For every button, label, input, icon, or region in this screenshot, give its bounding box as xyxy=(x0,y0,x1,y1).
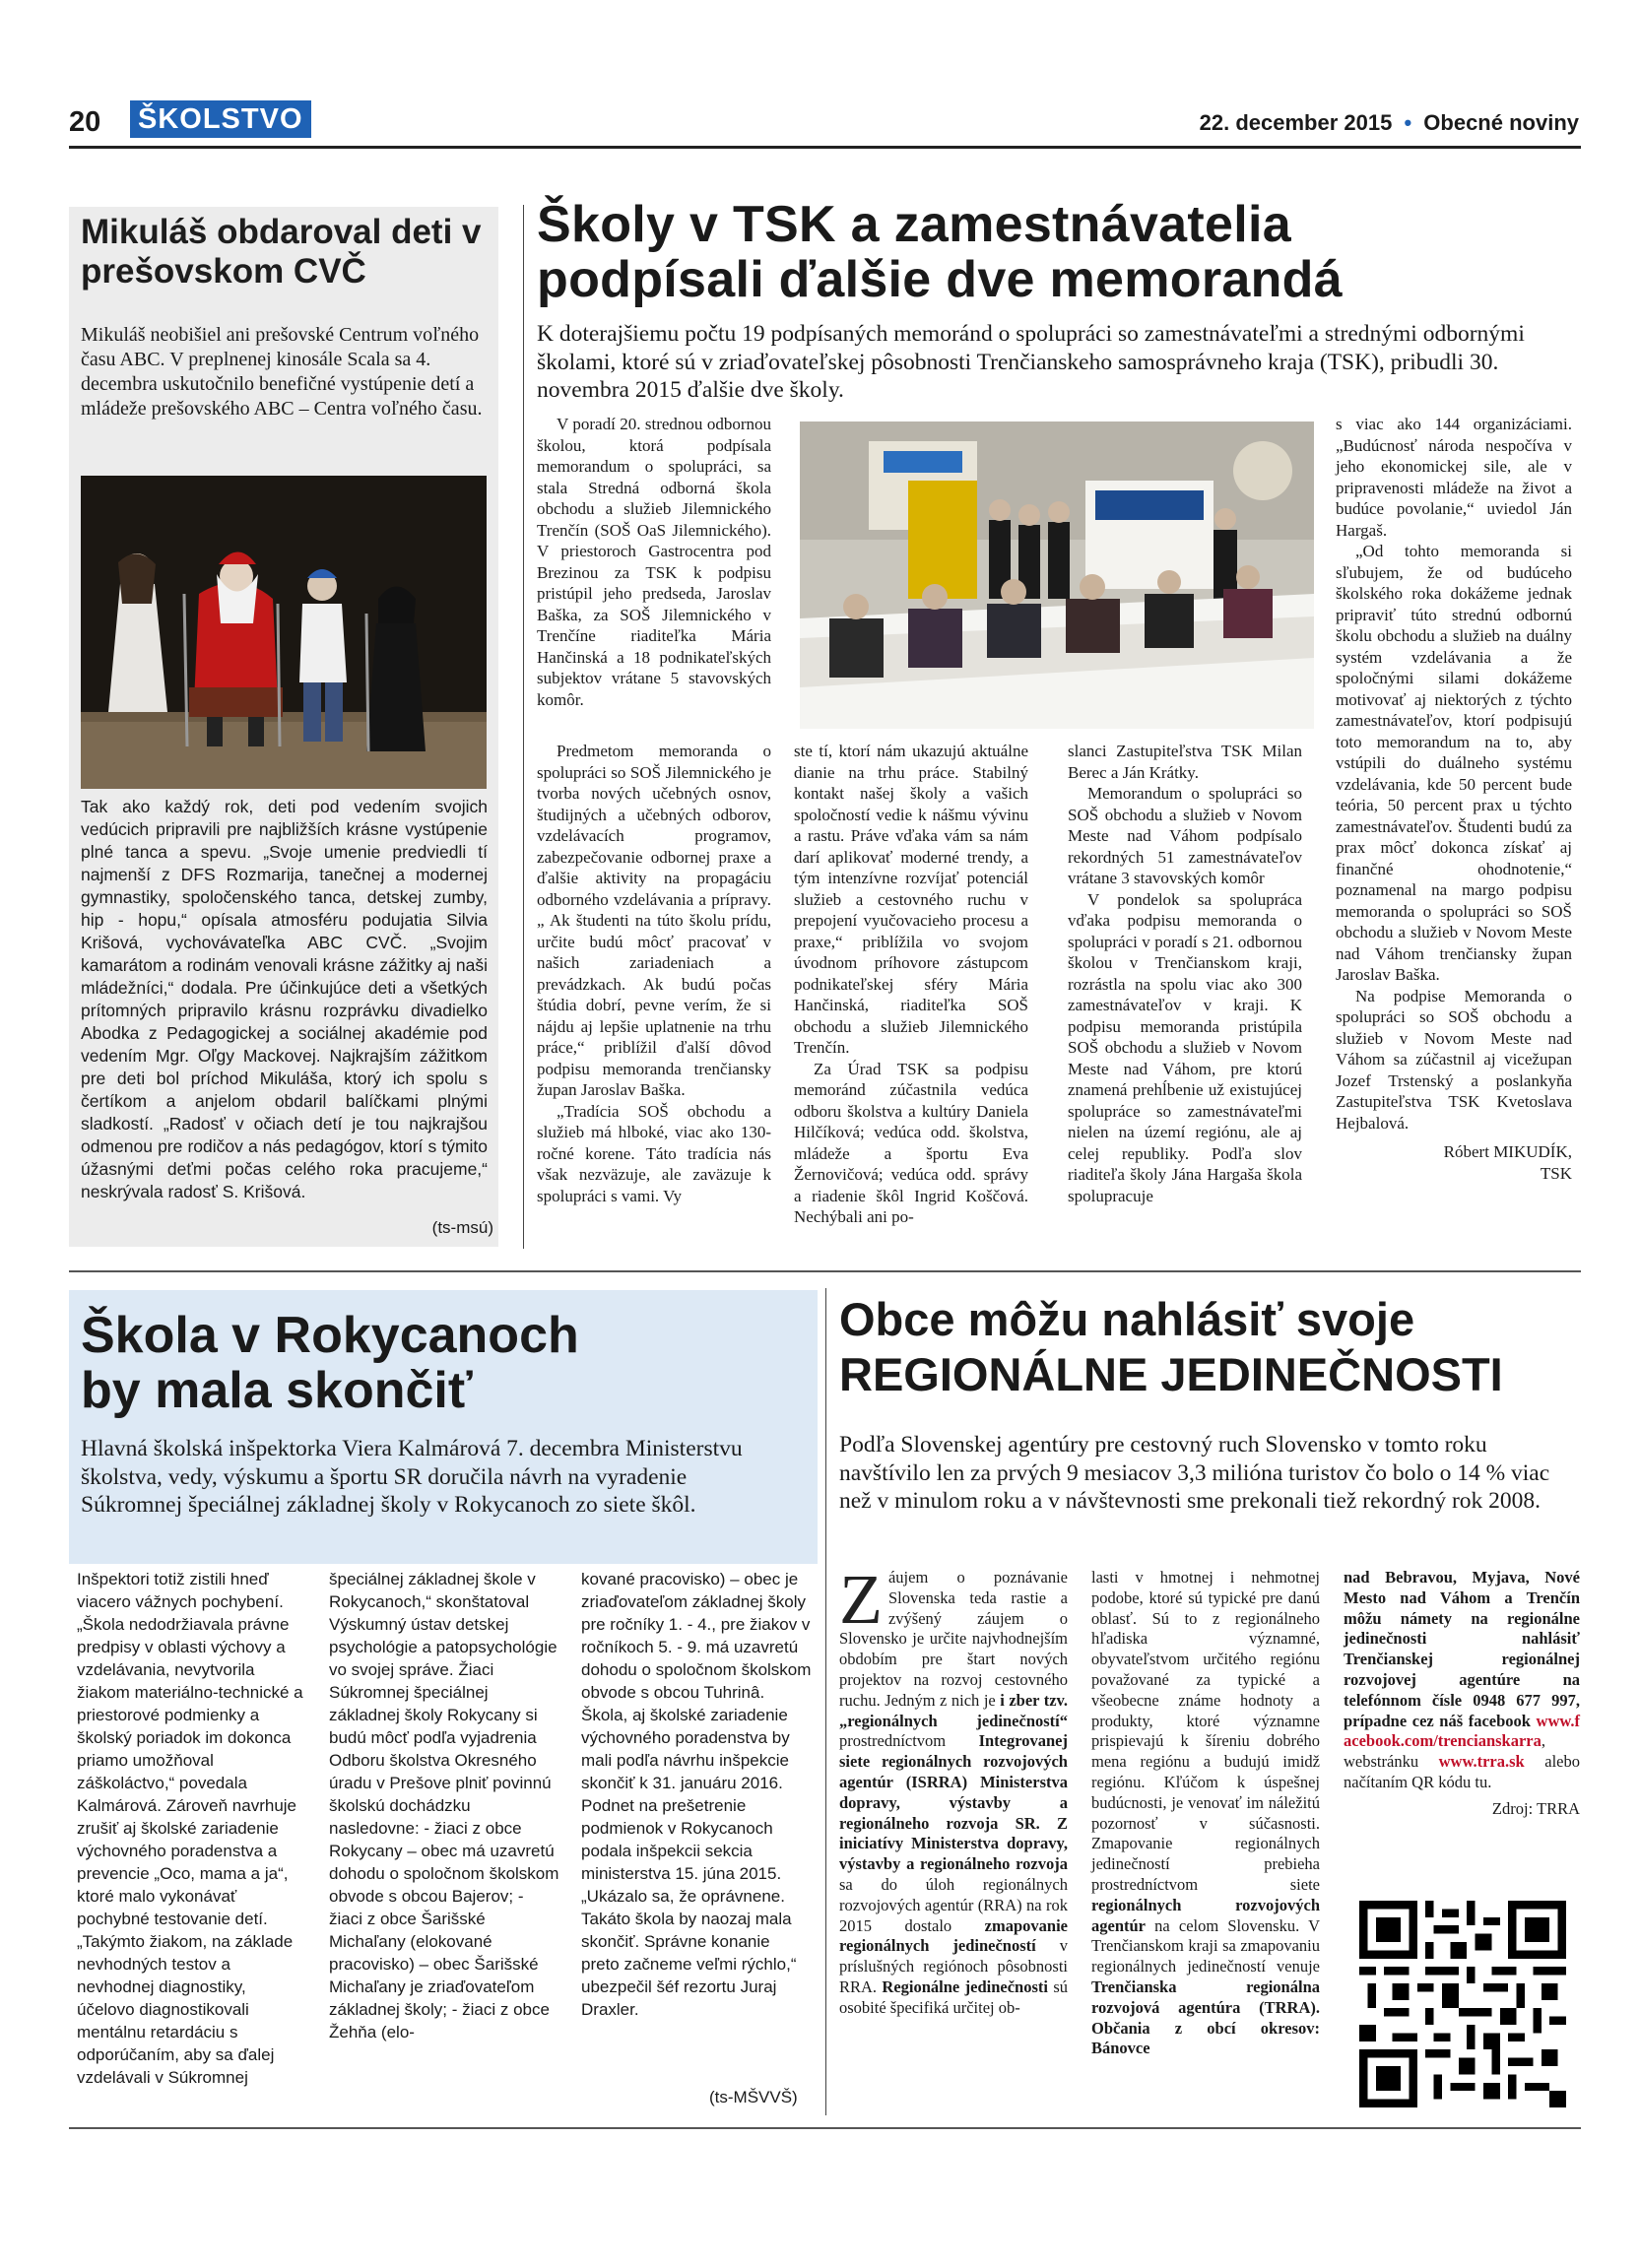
page-number: 20 xyxy=(69,106,101,138)
regions-lead: Podľa Slovenskej agentúry pre cestovný ruch Slovensko v tomto roku navštívilo len za prvých 9 mesiacov 3,3 milióna turistov čo bolo o 14 % viac než v minulom roku a v návštevnosti sme prekonali tiež rekordný rok 2008. xyxy=(839,1432,1550,1514)
column-divider xyxy=(523,205,524,1249)
mikulas-lead: Mikuláš neobišiel ani prešovské Centrum voľného času ABC. V preplnenej kinosále Scala sa 4. decembra uskutočnilo benefičné vystúpenie detí a mládeže prešovského ABC – Centra voľného času. xyxy=(81,324,483,420)
qr-code-icon[interactable] xyxy=(1359,1901,1566,2107)
mikulas-body: Tak ako každý rok, deti pod vedením svojich vedúcich pripravili pre najbližších krásne vystúpenie plné tanca a spevu. „Svoje umenie predviedli tí najmenší z DFS Rozmarija, tanečnej a modernej gymnastiky, spoločenského tanca, detskej zumby, hip - hopu,“ opísala atmosféru podujatia Silvia Krišová, vychovávateľka ABC CVČ. „Svojim kamarátom a rodinám venovali krásne zážitky aj naši mládežníci,“ dodala. Pre účinkujúce deti a všetkých prítomných pripravilo krásnu rozprávku divadielko Abodka z Pedagogickej a sociálnej akadémie pod vedením Mgr. Oľgy Mackovej. Najkrajším zážitkom pre deti bol príchod Mikuláša, ktorý ich spolu s čertíkom a anjelom obdaril balíčkami plnými sladkostí. „Radosť v očiach detí je tou najkrajšou odmenou pre rodičov a nás pedagógov, ktorí s týmito úžasnými deťmi počas celého roka pracujeme,“ neskrývala radosť S. Krišová. xyxy=(81,797,488,1201)
memoranda-title-line1: Školy v TSK a zamestnávatelia xyxy=(537,196,1291,253)
rokycany-col3: kované pracovisko) – obec je zriaďovateľom základnej školy pre ročníky 1. - 4., pre žiakov v ročníkoch 5. - 9. má uzavretú dohodu o spoločnom školskom obvode s obcou Tuhrinâ. Škola, aj školské zariadenie výchovného poradenstva by mali podľa návrhu inšpekcie skončiť k 31. januáru 2016. Podnet na prešetrenie podmienok v Rokycanoch podala inšpekcii sekcia ministerstva 15. júna 2015. „Ukázalo sa, že oprávnene. Takáto škola by naozaj mala skončiť. Správne konanie preto začneme veľmi rýchlo,“ ubezpečil šéf rezortu Juraj Draxler. xyxy=(581,1570,812,2019)
paragraph: slanci Zastupiteľstva TSK Milan Berec a Ján Krátky. xyxy=(1068,742,1302,782)
text: sú osobité špecifiká určitej ob- xyxy=(839,1976,1068,2017)
section-rule xyxy=(69,1270,1581,1272)
mikulas-source: (ts-msú) xyxy=(431,1218,493,1237)
memoranda-title-line2: podpísali ďalšie dve memorandá xyxy=(537,251,1343,308)
text: alebo načítaním QR kódu tu. xyxy=(1344,1752,1580,1791)
paragraph: „Tradícia SOŠ obchodu a služieb má hlboké, viac ako 130-ročné korene. Táto tradícia nás však nezväzuje, ale zaväzuje k spolupráci s vami. Vy xyxy=(537,1101,771,1205)
text: prostredníctvom xyxy=(839,1731,979,1751)
paragraph: ste tí, ktorí nám ukazujú aktuálne dianie na trhu práce. Stabilný kontakt našej školy a vašich spoločností vedie k nášmu vývinu a rastu. Práve vďaka vám sa nám darí aplikovať moderné trendy, a tým intenzívne rozvíjať potenciál služieb a cestovného ruchu v prepojení vyučovacieho procesu a praxe,“ priblížila vo svojom úvodnom príhovore zástupcom podnikateľskej sféry Mária Hančinská, riaditeľka SOŠ obchodu a služieb Jilemnického Trenčín. xyxy=(794,742,1028,1057)
memoranda-col2 xyxy=(794,741,1028,1228)
memoranda-col1-top xyxy=(537,414,771,710)
paragraph: Predmetom memoranda o spolupráci so SOŠ Jilemnického je tvorba nových učebných osnov, študijných a učebných odborov, vzdelávacích programov, zabezpečovanie odbornej praxe a ďalšie aktivity na propagáciu odborného vzdelávania a prípravy. „ Ak študenti na túto školu prídu, určite budú môcť pracovať v našich zariadeniach a prevádzkach. Ak budú počas štúdia dobrí, pevne verím, že si nájdu aj lepšie uplatnenie na trhu práce,“ priblížil ďalší dôvod podpisu memoranda trenčiansky župan Jaroslav Baška. xyxy=(537,742,771,1099)
paragraph: V poradí 20. strednou odbornou školou, ktorá podpísala memorandum o spolupráci, sa stala Stredná odborná škola obchodu a služieb Jilemnického Trenčín (SOŠ OaS Jilemnického). V priestoroch Gastrocentra pod Brezinou za TSK k podpisu pristúpil jeho predseda, Jaroslav Baška, za SOŠ Jilemnického v Trenčíne riaditeľka Mária Hančinská a 18 podnikateľských subjektov vrátane 5 stavovských komôr. xyxy=(537,415,771,709)
publication-name: Obecné noviny xyxy=(1423,110,1579,135)
regions-col2 xyxy=(1091,1568,1320,2059)
bullet: • xyxy=(1404,110,1412,135)
memoranda-col4 xyxy=(1336,414,1572,1184)
regions-source: Zdroj: TRRA xyxy=(1491,1798,1580,1818)
facebook-link[interactable]: www.facebook.com/trencianskarra xyxy=(1344,1711,1580,1751)
website-link[interactable]: www.trra.sk xyxy=(1438,1752,1525,1772)
rokycany-title-line2: by mala skončiť xyxy=(81,1362,473,1419)
rokycany-title-line1: Škola v Rokycanoch xyxy=(81,1307,579,1364)
issue-date: 22. december 2015 xyxy=(1199,110,1393,135)
text: áujem o poznávanie Slovenska teda rastie a zvýšený záujem o Slovensko je určite najvhodnejším obdobím pre štart nových projektov na rozvoj cestovného ruchu. Jedným z nich je xyxy=(839,1568,1068,1710)
regions-title xyxy=(839,1292,1588,1402)
dropcap: Z xyxy=(839,1560,883,1639)
text: Regionálne jedinečnosti xyxy=(882,1976,1048,1996)
rokycany-source: (ts-MŠVVŠ) xyxy=(709,2088,798,2106)
author-org: TSK xyxy=(1540,1163,1572,1183)
regions-col3 xyxy=(1344,1568,1580,1820)
text: nad Bebravou, Myjava, Nové Mesto nad Váhom a Trenčín môžu námety na regionálne jedinečnosti nahlásiť Trenčianskej regionálnej rozvojovej agentúre na telefónnom čísle 0948 677 997, prípadne cez náš facebook xyxy=(1344,1568,1580,1730)
rokycany-lead: Hlavná školská inšpektorka Viera Kalmárová 7. decembra Ministerstvu školstva, vedy, výskumu a športu SR doručila návrh na vyradenie Súkromnej špeciálnej základnej školy v Rokycanoch zo siete škôl. xyxy=(81,1436,743,1518)
paragraph: Memorandum o spolupráci so SOŠ obchodu a služieb v Novom Meste nad Váhom podpísalo rekordných 51 zamestnávateľov vrátane 3 stavovských komôr xyxy=(1068,784,1302,887)
text: i zber tzv. „regionálnych jedinečností“ xyxy=(839,1690,1068,1730)
paragraph: „Od tohto memoranda si sľubujem, že od budúceho školského roka dokážeme jednak pripraviť túto strednú odbornú školu obchodu a služieb na duálny systém vzdelávania a že spoločnými silami dokážeme motivovať aj niektorých z týchto zamestnávateľov, ktorí podpisujú toto memorandum na to, aby vstúpili do duálneho systému vzdelávania, kde 50 percent bude teória, 50 percent prax u týchto zamestnávateľov. Študenti budú za prax môcť dokonca získať aj finančné ohodnotenie,“ poznamenal na margo podpisu memoranda o spolupráci so SOŠ obchodu a služieb v Novom Meste nad Váhom trenčiansky župan Jaroslav Baška. xyxy=(1336,542,1572,984)
text: , webstránku xyxy=(1344,1731,1546,1772)
text: zmapovanie regionálnych jedinečností xyxy=(839,1915,1068,1956)
regions-title-line2: REGIONÁLNE JEDINEČNOSTI xyxy=(839,1348,1503,1400)
text: sa do úloh regionálnych rozvojových agentúr (RRA) na rok 2015 dostalo xyxy=(839,1874,1068,1935)
memoranda-photo xyxy=(800,421,1314,729)
column-divider xyxy=(825,1288,826,2115)
paragraph: Za Úrad TSK sa podpisu memoránd zúčastnila vedúca odboru školstva a kultúry Daniela Hilčíková; vedúca odd. školstva, mládeže a športu Eva Žernovičová; vedúca odd. správy a riadenie škôl Ingrid Koščová. Nechýbali ani po- xyxy=(794,1059,1028,1226)
paragraph: s viac ako 144 organizáciami. „Budúcnosť národa nespočíva v jeho ekonomickej sile, ale v pripravenosti mládeže na život a budúce povolanie,“ uviedol Ján Hargaš. xyxy=(1336,415,1572,540)
memoranda-col3 xyxy=(1068,741,1302,1206)
rokycany-title xyxy=(81,1308,770,1418)
header-dateline xyxy=(1200,110,1579,136)
header-rule xyxy=(69,146,1581,149)
text: na celom Slovensku. V Trenčianskom kraji sa zmapovaniu regionálnych jedinečností venuje xyxy=(1091,1915,1320,1976)
text: Trenčianska regionálna rozvojová agentúra (TRRA). Občania z obcí okresov: Bánovce xyxy=(1091,1976,1320,2058)
memoranda-col1 xyxy=(537,741,771,1206)
paragraph: Na podpise Memoranda o spolupráci so SOŠ obchodu a služieb v Novom Meste nad Váhom sa zúčastnil aj vicežupan Jozef Trstenský a poslankyňa Zastupiteľstva TSK Kvetoslava Hejbalová. xyxy=(1336,986,1572,1133)
text: lasti v hmotnej i nehmotnej podobe, ktoré sú typické pre danú oblasť. Sú to z regionálneho hľadiska významné, obyvateľstvom určitého regiónu považované za typické a všeobecne známe hodnoty a produkty, ktoré významne prispievajú k šíreniu dobrého mena regiónu a budujú imidž regiónu. Kľúčom k úspešnej budúcnosti, je venovať im náležitú pozornosť v súčasnosti. Zmapovanie regionálnych jedinečností prebieha prostredníctvom siete xyxy=(1091,1568,1320,1894)
rokycany-col1: Inšpektori totiž zistili hneď viacero vážnych pochybení. „Škola nedodržiavala právne predpisy v oblasti výchovy a vzdelávania, nevytvorila žiakom materiálno-technické a priestorové podmienky a školský poriadok im dokonca priamo umožňoval záškoláctvo,“ povedala Kalmárová. Zároveň navrhuje zrušiť aj školské zariadenie výchovného poradenstva a prevencie „Oco, mama a ja“, ktoré malo vykonávať pochybné testovanie detí. „Takýmto žiakom, na základe nevhodných testov a nevhodnej diagnostiky, účelovo diagnostikovali mentálnu retardáciu s odporúčaním, aby sa ďalej vzdelávali v Súkromnej xyxy=(77,1570,303,2087)
section-label: ŠKOLSTVO xyxy=(130,100,311,138)
author-line: Róbert MIKUDÍK, xyxy=(1443,1142,1572,1161)
footer-rule xyxy=(69,2127,1581,2129)
memoranda-lead: K doterajšiemu počtu 19 podpísaných memoránd o spolupráci so zamestnávateľmi a strednými odbornými školami, ktoré sú v zriaďovateľskej pôsobnosti Trenčianskeho samosprávneho kraja (TSK), pribudli 30. novembra 2015 ďalšie dve školy. xyxy=(537,321,1525,403)
text: regionálnych rozvojových agentúr xyxy=(1091,1895,1320,1935)
mikulas-photo xyxy=(81,476,487,789)
memoranda-title xyxy=(537,197,1581,307)
text: v príslušných regiónoch pôsobnosti RRA. xyxy=(839,1936,1069,1996)
paragraph: V pondelok sa spolupráca vďaka podpisu memoranda o spolupráci v poradí s 21. odbornou školou v Trenčianskom kraji, rozrástla na spolu viac ako 300 zamestnávateľov v kraji. K podpisu memoranda pristúpila SOŠ obchodu a služieb v Novom Meste nad Váhom, pre ktorú znamená prehĺbenie už existujúcej spolupráce so zamestnávateľmi nielen na území regiónu, ale aj celej republiky. Podľa slov riaditeľa školy Jána Hargaša škola spolupracuje xyxy=(1068,889,1302,1205)
text: Integrovanej siete regionálnych rozvojových agentúr (ISRRA) Ministerstva dopravy, výstavby a regionálneho rozvoja SR. Z iniciatívy Ministerstva dopravy, výstavby a regionálneho rozvoja xyxy=(839,1731,1068,1874)
regions-title-line1: Obce môžu nahlásiť svoje xyxy=(839,1293,1415,1345)
mikulas-title: Mikuláš obdaroval deti v prešovskom CVČ xyxy=(81,213,482,291)
regions-col1 xyxy=(839,1560,1069,2019)
rokycany-col2: špeciálnej základnej škole v Rokycanoch,“ skonštatoval Výskumný ústav detskej psychológie a patopsychológie vo svojej správe. Žiaci Súkromnej špeciálnej základnej školy Rokycany si budú môcť podľa vyjadrenia Odboru školstva Okresného úradu v Prešove plniť povinnú školskú dochádzku nasledovne: - žiaci z obce Rokycany – obec má uzavretú dohodu o spoločnom školskom obvode s obcou Bajerov; - žiaci z obce Šarišské Michaľany (elokované pracovisko) – obec Šarišské Michaľany je zriaďovateľom základnej školy; - žiaci z obce Žehňa (elo- xyxy=(329,1570,559,2041)
